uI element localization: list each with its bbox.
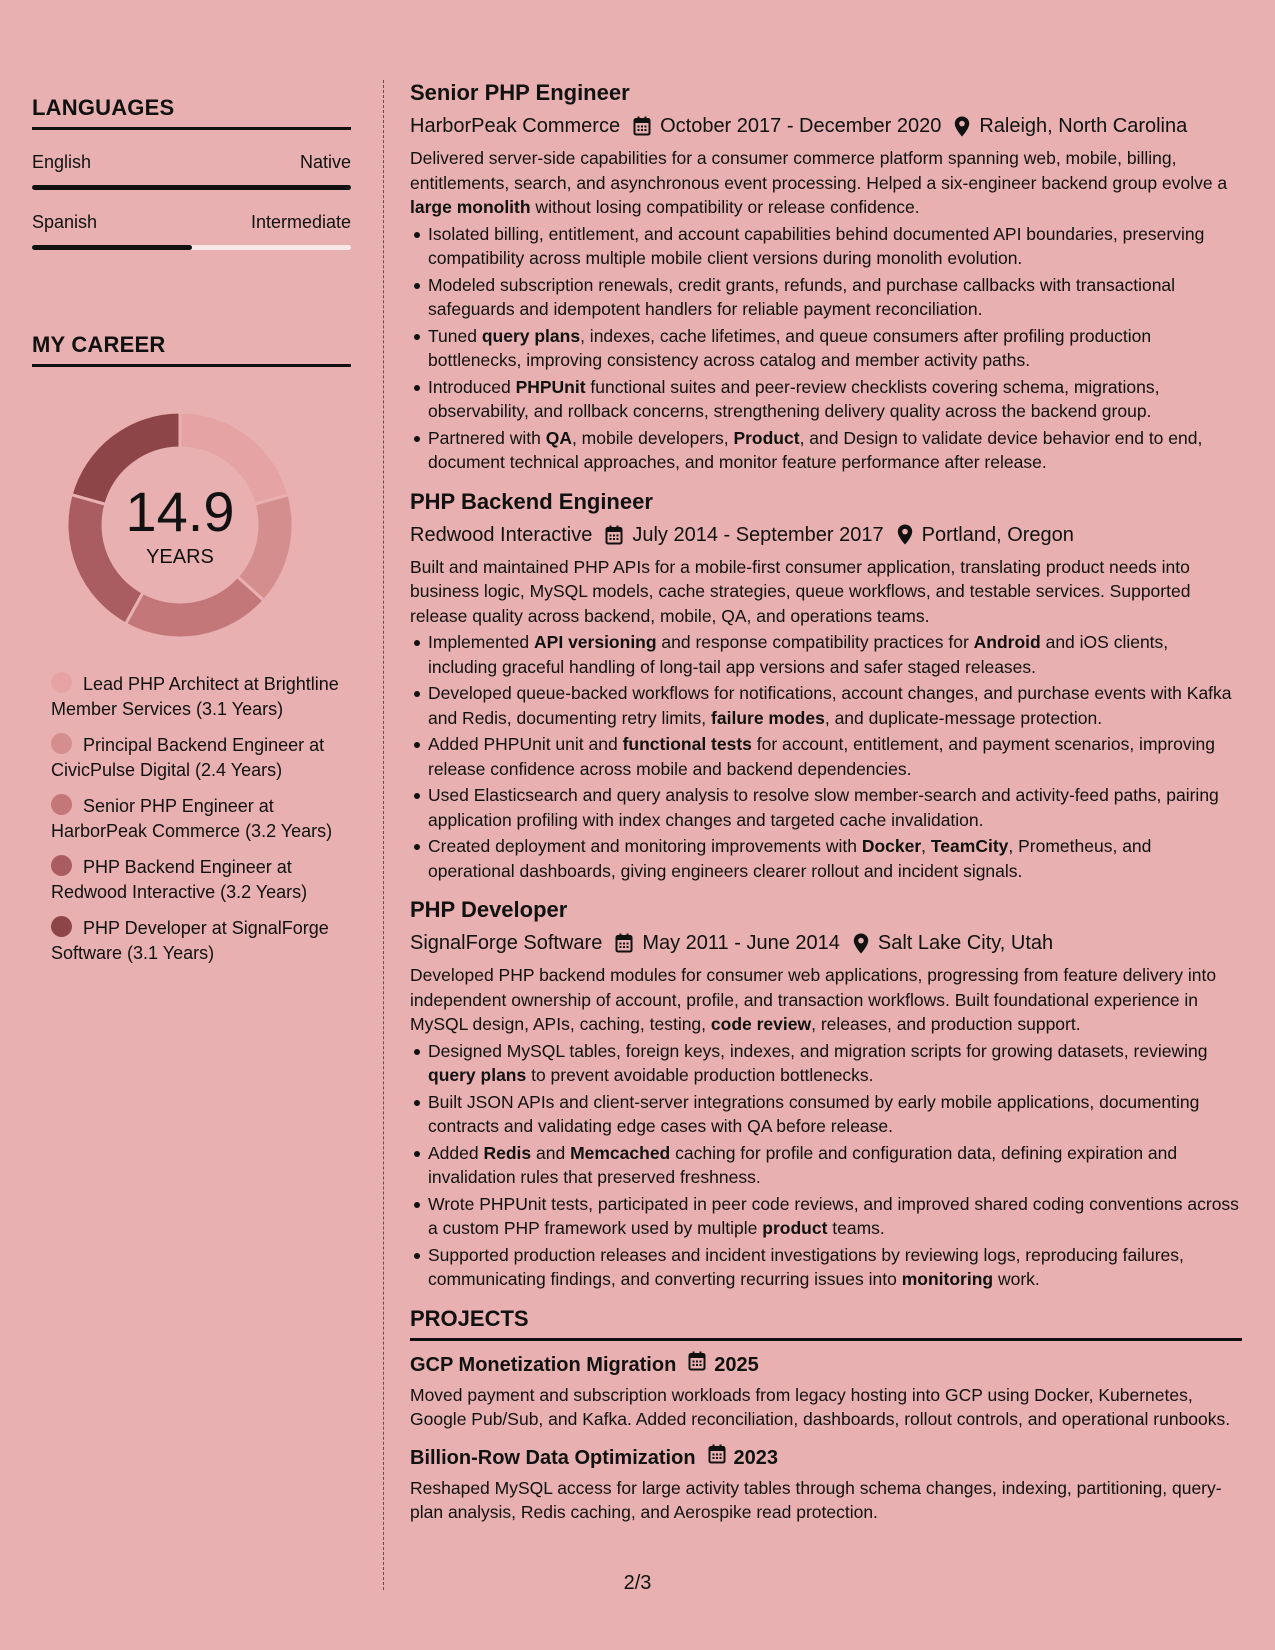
job-location: Salt Lake City, Utah <box>877 932 1054 954</box>
language-name: Spanish <box>32 212 98 232</box>
job-title: Senior PHP Engineer <box>410 80 630 105</box>
experience-entry <box>410 78 1242 475</box>
career-legend-item <box>51 672 341 721</box>
job-bullet: Supported production releases and incident investigations by reviewing logs, reproducing failures, communicating findings, and converting recurring issues into monitoring work. <box>410 1243 1242 1292</box>
project-description: Moved payment and subscription workloads from legacy hosting into GCP using Docker, Kubernetes, Google Pub/Sub, and Kafka. Added reconciliation, dashboards, rollout controls, and operational runbooks. <box>410 1384 1231 1429</box>
job-bullet: Developed queue-backed workflows for notifications, account changes, and purchase events with Kafka and Redis, documenting retry limits, failure modes, and duplicate-message protection. <box>410 681 1242 730</box>
job-meta <box>410 929 1242 957</box>
legend-label: PHP Backend Engineer at Redwood Interactive (3.2 Years) <box>51 857 308 902</box>
career-legend-item <box>51 916 341 965</box>
calendar-icon <box>633 116 651 136</box>
right-column <box>410 78 1242 1525</box>
job-dates: October 2017 - December 2020 <box>660 115 942 137</box>
career-total-unit: YEARS <box>146 546 214 568</box>
job-bullet: Introduced PHPUnit functional suites and peer-review checklists covering schema, migrations, observability, and rollback concerns, strengthening delivery quality across the backend group. <box>410 375 1242 424</box>
job-bullet: Added Redis and Memcached caching for profile and configuration data, defining expiration and invalidation rules that preserved freshness. <box>410 1141 1242 1190</box>
language-level-bar <box>32 185 351 190</box>
career-donut-chart <box>65 410 295 640</box>
legend-color-dot <box>51 733 72 754</box>
job-title: PHP Developer <box>410 897 568 922</box>
job-description: Built and maintained PHP APIs for a mobile-first consumer application, translating product needs into business logic, MySQL models, cache strategies, queue workflows, and testable services. Supported release quality across backend, mobile, QA, and operations teams. <box>410 556 1191 626</box>
job-bullet: Built JSON APIs and client-server integrations consumed by early mobile applications, documenting contracts and validating edge cases with QA before release. <box>410 1090 1242 1139</box>
languages-heading: LANGUAGES <box>32 95 351 130</box>
map-pin-icon <box>954 116 970 137</box>
language-level-fill <box>32 245 192 250</box>
job-bullet: Wrote PHPUnit tests, participated in peer code reviews, and improved shared coding conventions across a custom PHP framework used by multiple product teams. <box>410 1192 1242 1241</box>
project-description: Reshaped MySQL access for large activity tables through schema changes, indexing, partitioning, query-plan analysis, Redis caching, and Aerospike read protection. <box>410 1477 1222 1522</box>
map-pin-icon <box>853 933 869 954</box>
experience-entry <box>410 895 1242 1292</box>
job-description: Delivered server-side capabilities for a consumer commerce platform spanning web, mobile, billing, entitlements, search, and asynchronous event processing. Helped a six-engineer backend group evolve a large monolith without losing compatibility or release confidence. <box>410 148 1228 217</box>
calendar-icon <box>615 933 633 953</box>
job-dates: May 2011 - June 2014 <box>642 932 840 954</box>
career-legend <box>32 672 351 965</box>
projects-heading: PROJECTS <box>410 1306 1242 1341</box>
job-bullet: Partnered with QA, mobile developers, Product, and Design to validate device behavior end to end, document technical approaches, and monitor feature performance after release. <box>410 426 1242 475</box>
project-header <box>410 1351 1242 1379</box>
legend-label: PHP Developer at SignalForge Software (3.1 Years) <box>51 918 329 963</box>
job-bullet: Isolated billing, entitlement, and account capabilities behind documented API boundaries, preserving compatibility across multiple mobile client versions during monolith evolution. <box>410 222 1242 271</box>
project-year: 2023 <box>733 1446 779 1469</box>
page-number: 2/3 <box>623 1572 652 1594</box>
calendar-icon <box>688 1351 706 1379</box>
legend-color-dot <box>51 855 72 876</box>
job-bullet: Implemented API versioning and response compatibility practices for Android and iOS clients, including graceful handling of long-tail app versions and safer staged releases. <box>410 630 1242 679</box>
job-meta <box>410 521 1242 549</box>
calendar-icon <box>708 1444 726 1472</box>
language-level-bar <box>32 245 351 250</box>
job-bullet: Used Elasticsearch and query analysis to resolve slow member-search and activity-feed paths, pairing application profiling with index changes and targeted cache invalidation. <box>410 783 1242 832</box>
project-name: Billion-Row Data Optimization <box>410 1446 696 1469</box>
job-bullet: Created deployment and monitoring improvements with Docker, TeamCity, Prometheus, and operational dashboards, giving engineers clearer rollout and incident signals. <box>410 834 1242 883</box>
column-divider <box>383 80 384 1590</box>
project-header <box>410 1444 1242 1472</box>
job-meta <box>410 112 1242 140</box>
career-legend-item <box>51 855 341 904</box>
calendar-icon <box>605 525 623 545</box>
job-bullets <box>410 222 1242 475</box>
experience-entry <box>410 487 1242 884</box>
career-total-years: 14.9 <box>125 480 235 543</box>
language-level: Native <box>299 152 351 172</box>
job-bullet: Designed MySQL tables, foreign keys, indexes, and migration scripts for growing datasets, reviewing query plans to prevent avoidable production bottlenecks. <box>410 1039 1242 1088</box>
job-title: PHP Backend Engineer <box>410 488 653 514</box>
job-description: Developed PHP backend modules for consumer web applications, progressing from feature delivery into independent ownership of account, profile, and transaction workflows. Built foundational experience in MySQL design, APIs, caching, testing, code review, releases, and production support. <box>410 965 1217 1034</box>
career-heading: MY CAREER <box>32 332 351 367</box>
job-bullet: Tuned query plans, indexes, cache lifetimes, and queue consumers after profiling production bottlenecks, improving consistency across catalog and member activity paths. <box>410 324 1242 373</box>
career-legend-item <box>51 733 341 782</box>
project-entry <box>410 1444 1242 1525</box>
job-location: Portland, Oregon <box>921 523 1074 546</box>
job-bullet: Modeled subscription renewals, credit grants, refunds, and purchase callbacks with transactional safeguards and idempotent handlers for reliable payment reconciliation. <box>410 273 1242 322</box>
language-item <box>32 152 351 190</box>
map-pin-icon <box>897 524 913 545</box>
legend-label: Lead PHP Architect at Brightline Member Services (3.1 Years) <box>51 674 339 719</box>
project-name: GCP Monetization Migration <box>410 1353 677 1376</box>
language-level: Intermediate <box>250 212 351 232</box>
language-level-fill <box>32 185 351 190</box>
job-bullet: Added PHPUnit unit and functional tests for account, entitlement, and payment scenarios, improving release confidence across mobile and backend dependencies. <box>410 732 1242 781</box>
project-entry <box>410 1351 1242 1432</box>
job-dates: July 2014 - September 2017 <box>632 523 884 546</box>
language-name: English <box>32 152 92 172</box>
project-year: 2025 <box>714 1353 759 1376</box>
company-name: SignalForge Software <box>410 932 603 954</box>
job-bullets <box>410 630 1242 883</box>
legend-label: Principal Backend Engineer at CivicPulse Digital (2.4 Years) <box>51 735 325 780</box>
career-legend-item <box>51 794 341 843</box>
left-column <box>32 95 351 977</box>
company-name: Redwood Interactive <box>410 523 593 546</box>
language-item <box>32 212 351 250</box>
job-location: Raleigh, North Carolina <box>979 115 1188 137</box>
legend-label: Senior PHP Engineer at HarborPeak Commerce (3.2 Years) <box>51 796 333 841</box>
legend-color-dot <box>51 794 72 815</box>
legend-color-dot <box>51 672 72 693</box>
donut-center <box>65 410 295 640</box>
job-bullets <box>410 1039 1242 1292</box>
legend-color-dot <box>51 916 72 937</box>
company-name: HarborPeak Commerce <box>410 115 621 137</box>
